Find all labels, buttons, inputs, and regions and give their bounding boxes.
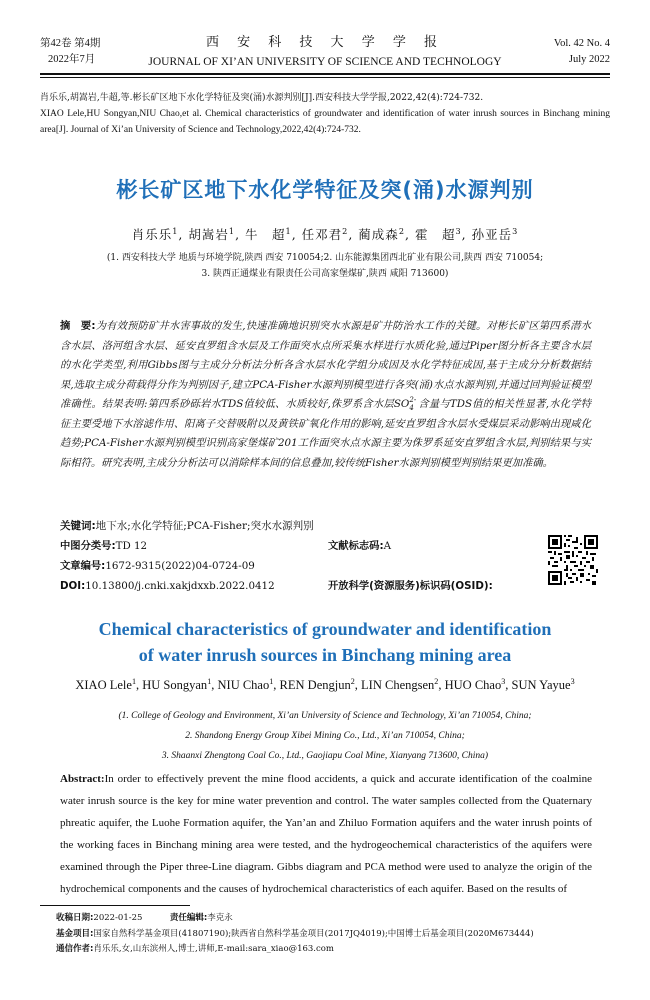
keywords-cn-text: 地下水;水化学特征;PCA-Fisher;突水水源判别 — [95, 520, 314, 532]
date-en: July 2022 — [568, 54, 610, 65]
received-value: 2022-01-25 — [93, 913, 143, 923]
author-affil-sup: 1 — [285, 225, 292, 236]
header-right — [554, 36, 610, 68]
affiliations-cn — [0, 250, 650, 282]
doc-code-value: A — [383, 540, 392, 552]
author-en: SUN Yayue — [511, 678, 571, 692]
citation-en: XIAO Lele,HU Songyan,NIU Chao,et al. Chemical characteristics of groundwater and identification of water inrush sources in Binchang mining area[J]. Journal of Xi’an University of Science and Technology,2022,42(4):724-732. — [40, 109, 610, 135]
authors-en: XIAO Lele$^1$, HU Songyan$^1$, NIU Chao$^1$, REN Dengjun$^2$, LIN Chengsen$^2$, HUO Chao$^3$, SUN Yayue$^3$ — [75, 676, 575, 692]
affiliation-en-line: 3. Shaanxi Zhengtong Coal Co., Ltd., Gaojiapu Coal Mine, Xianyang 713600, China) — [161, 751, 489, 761]
title-en-line: of water inrush sources in Binchang mining area — [138, 645, 512, 665]
editor-label: 责任编辑: — [169, 913, 208, 923]
corresponding-row — [56, 942, 616, 958]
author-affil-sup: 3 — [512, 225, 519, 236]
title-cn: 彬长矿区地下水化学特征及突(涌)水源判别 — [116, 178, 534, 202]
fund-row — [56, 927, 616, 943]
osid-qr-code[interactable] — [548, 535, 598, 585]
author-en: REN Dengjun — [279, 678, 351, 692]
received-row — [56, 911, 616, 927]
footnote-rule — [40, 905, 190, 906]
article-no-label: 文章编号: — [60, 560, 106, 572]
header-rule-thick — [40, 73, 610, 75]
header-rule-thin — [40, 77, 610, 78]
clc-row — [60, 537, 147, 555]
author-en: NIU Chao — [217, 678, 270, 692]
osid-row — [328, 577, 493, 595]
author-cn: 蔺成森 — [358, 227, 399, 242]
author-cn: 胡嵩岩 — [188, 227, 229, 242]
affiliation-cn-line: (1. 西安科技大学 地质与环境学院,陕西 西安 710054;2. 山东能源集团西北矿业有限公司,陕西 西安 710054; — [106, 253, 544, 263]
volume-issue-en: Vol. 42 No. 4 — [553, 38, 610, 49]
journal-name-cn: 西 安 科 技 大 学 学 报 — [206, 35, 444, 50]
abstract-en — [60, 768, 592, 900]
abstract-cn-label: 摘 要: — [60, 320, 96, 332]
doi-label: DOI: — [60, 580, 86, 592]
author-en: HU Songyan — [142, 678, 208, 692]
clc-value: TD 12 — [115, 540, 148, 552]
date-cn: 2022年7月 — [48, 54, 96, 65]
affiliations-en — [0, 706, 650, 766]
keywords-cn-label: 关键词: — [60, 520, 96, 532]
abstract-en-label: Abstract: — [60, 773, 105, 785]
so4-charge — [409, 396, 416, 412]
author-affil-sup: 2 — [342, 225, 349, 236]
author-en: HUO Chao — [444, 678, 502, 692]
author-cn: 牛 超 — [245, 227, 286, 242]
author-en: XIAO Lele — [75, 678, 132, 692]
volume-issue-cn: 第42卷 第4期 — [40, 38, 101, 49]
author-affil-sup: 1 — [131, 676, 136, 686]
corresponding-value: 肖乐乐,女,山东滨州人,博士,讲师,E-mail:sara_xiao@163.com — [93, 944, 334, 954]
title-en-line: Chemical characteristics of groundwater and identification — [98, 619, 552, 639]
received-label: 收稿日期: — [56, 913, 94, 923]
article-no-value: 1672-9315(2022)04-0724-09 — [105, 560, 255, 572]
author-affil-sup: 2 — [350, 676, 355, 686]
author-affil-sup: 2 — [434, 676, 439, 686]
author-affil-sup: 3 — [455, 225, 462, 236]
abstract-en-text: In order to effectively prevent the mine flood accidents, a quick and accurate identification of the coalmine water inrush source is the key for mine water prevention and control. The water samples collected from the Quaternary phreatic aquifer, the Luohe Formation aquifer, the Yan’an and Zhiluo Formation aquifers and the water inrush points of the working faces in Binchang mining area were tested, and the hydrogeochemical characteristics of the aquifers were examined through the Piper three-Line diagram. Gibbs diagram and PCA method were used to analyze the origin of the hydrochemical components and the causes of hydrochemical characteristics of each aquifer. Based on the results of — [60, 773, 592, 895]
affiliation-en-line: 2. Shandong Energy Group Xibei Mining Co., Ltd., Xi’an 710054, China; — [185, 731, 465, 741]
author-affil-sup: 3 — [570, 676, 575, 686]
osid-label: 开放科学(资源服务)标识码(OSID): — [328, 580, 493, 592]
author-en: LIN Chengsen — [361, 678, 435, 692]
fund-label: 基金项目: — [56, 928, 94, 939]
fund-value: 国家自然科学基金项目(41807190);陕西省自然科学基金项目(2017JQ4019);中国博士后基金项目(2020M673444) — [93, 928, 534, 939]
author-affil-sup: 2 — [398, 225, 405, 236]
title-en — [0, 616, 650, 668]
doi-row — [60, 577, 275, 595]
author-cn: 霍 超 — [414, 227, 456, 242]
authors-cn: 肖乐乐$^1$, 胡嵩岩$^1$, 牛 超$^1$, 任邓君$^2$, 蔺成森$^2$, 霍 超$^3$, 孙亚岳$^3$ — [131, 225, 519, 242]
author-cn: 孙亚岳 — [471, 227, 513, 242]
affiliation-cn-line: 3. 陕西正通煤业有限责任公司高家堡煤矿,陕西 咸阳 713600) — [201, 269, 449, 279]
article-no-row — [60, 557, 255, 575]
author-affil-sup: 1 — [269, 676, 274, 686]
author-cn: 任邓君 — [301, 227, 343, 242]
doc-code-label: 文献标志码: — [328, 540, 384, 552]
author-affil-sup: 1 — [172, 225, 179, 236]
footnotes — [56, 911, 616, 958]
abstract-cn-text-2: 含量与TDS值的相关性显著,水化学特征主要受地下水溶滤作用、阳离子交替吸附以及黄铁矿氧化作用的影响,延安直罗组含水层水受煤层采动影响出现咸化趋势;PCA-Fisher水源判别模型识别高家堡煤矿201工作面突水点水源主要为侏罗系延安直罗组含水层,判别结果与实际相符。研究表明,主成分分析法可以消除样本间的信息叠加,较传统Fisher水源判别模型判别结果更加准确。 — [60, 398, 592, 469]
author-affil-sup: 3 — [501, 676, 506, 686]
doi-value[interactable]: 10.13800/j.cnki.xakjdxxb.2022.0412 — [85, 580, 275, 592]
clc-label: 中图分类号: — [60, 540, 116, 552]
author-affil-sup: 1 — [228, 225, 236, 236]
corresponding-label: 通信作者: — [56, 944, 94, 954]
citation-cn: 肖乐乐,胡嵩岩,牛超,等.彬长矿区地下水化学特征及突(涌)水源判别[J].西安科技大学学报,2022,42(4):724-732. — [40, 93, 484, 103]
so4-sup: 2- — [409, 396, 417, 404]
doc-code-row — [328, 537, 391, 555]
editor-value: 李克永 — [207, 913, 233, 923]
author-affil-sup: 1 — [207, 676, 212, 686]
abstract-cn — [60, 317, 591, 473]
citation-block — [40, 90, 610, 138]
journal-name-en: JOURNAL OF XI’AN UNIVERSITY OF SCIENCE AND TECHNOLOGY — [148, 56, 502, 68]
header-center — [0, 34, 650, 70]
affiliation-en-line: (1. College of Geology and Environment, Xi’an University of Science and Technology, Xi’an 710054, China; — [118, 711, 532, 721]
keywords-cn — [60, 517, 591, 535]
author-cn: 肖乐乐 — [131, 227, 173, 242]
abstract-cn-text: 为有效预防矿井水害事故的发生,快速准确地识别突水水源是矿井防治水工作的关键。对彬长矿区第四系潜水含水层、洛河组含水层、延安直罗组含水层及工作面突水点所采集水样进行水质化验,通过Piper图分析各主要含水层的水化学类型,利用Gibbs图与主成分分析法分析各含水层水化学组分成因及水化学特征成因,基于主成分分析数据结果,选取主成分荷载得分作为判别因子,建立PCA-Fisher水源判别模型进行各突(涌)水点水源判别,并通过回判验证模型准确性。结果表明:第四系砂砾岩水TDS值较低、水质较好,侏罗系含水层SO — [60, 320, 591, 410]
so4-sub: 4 — [409, 404, 414, 412]
